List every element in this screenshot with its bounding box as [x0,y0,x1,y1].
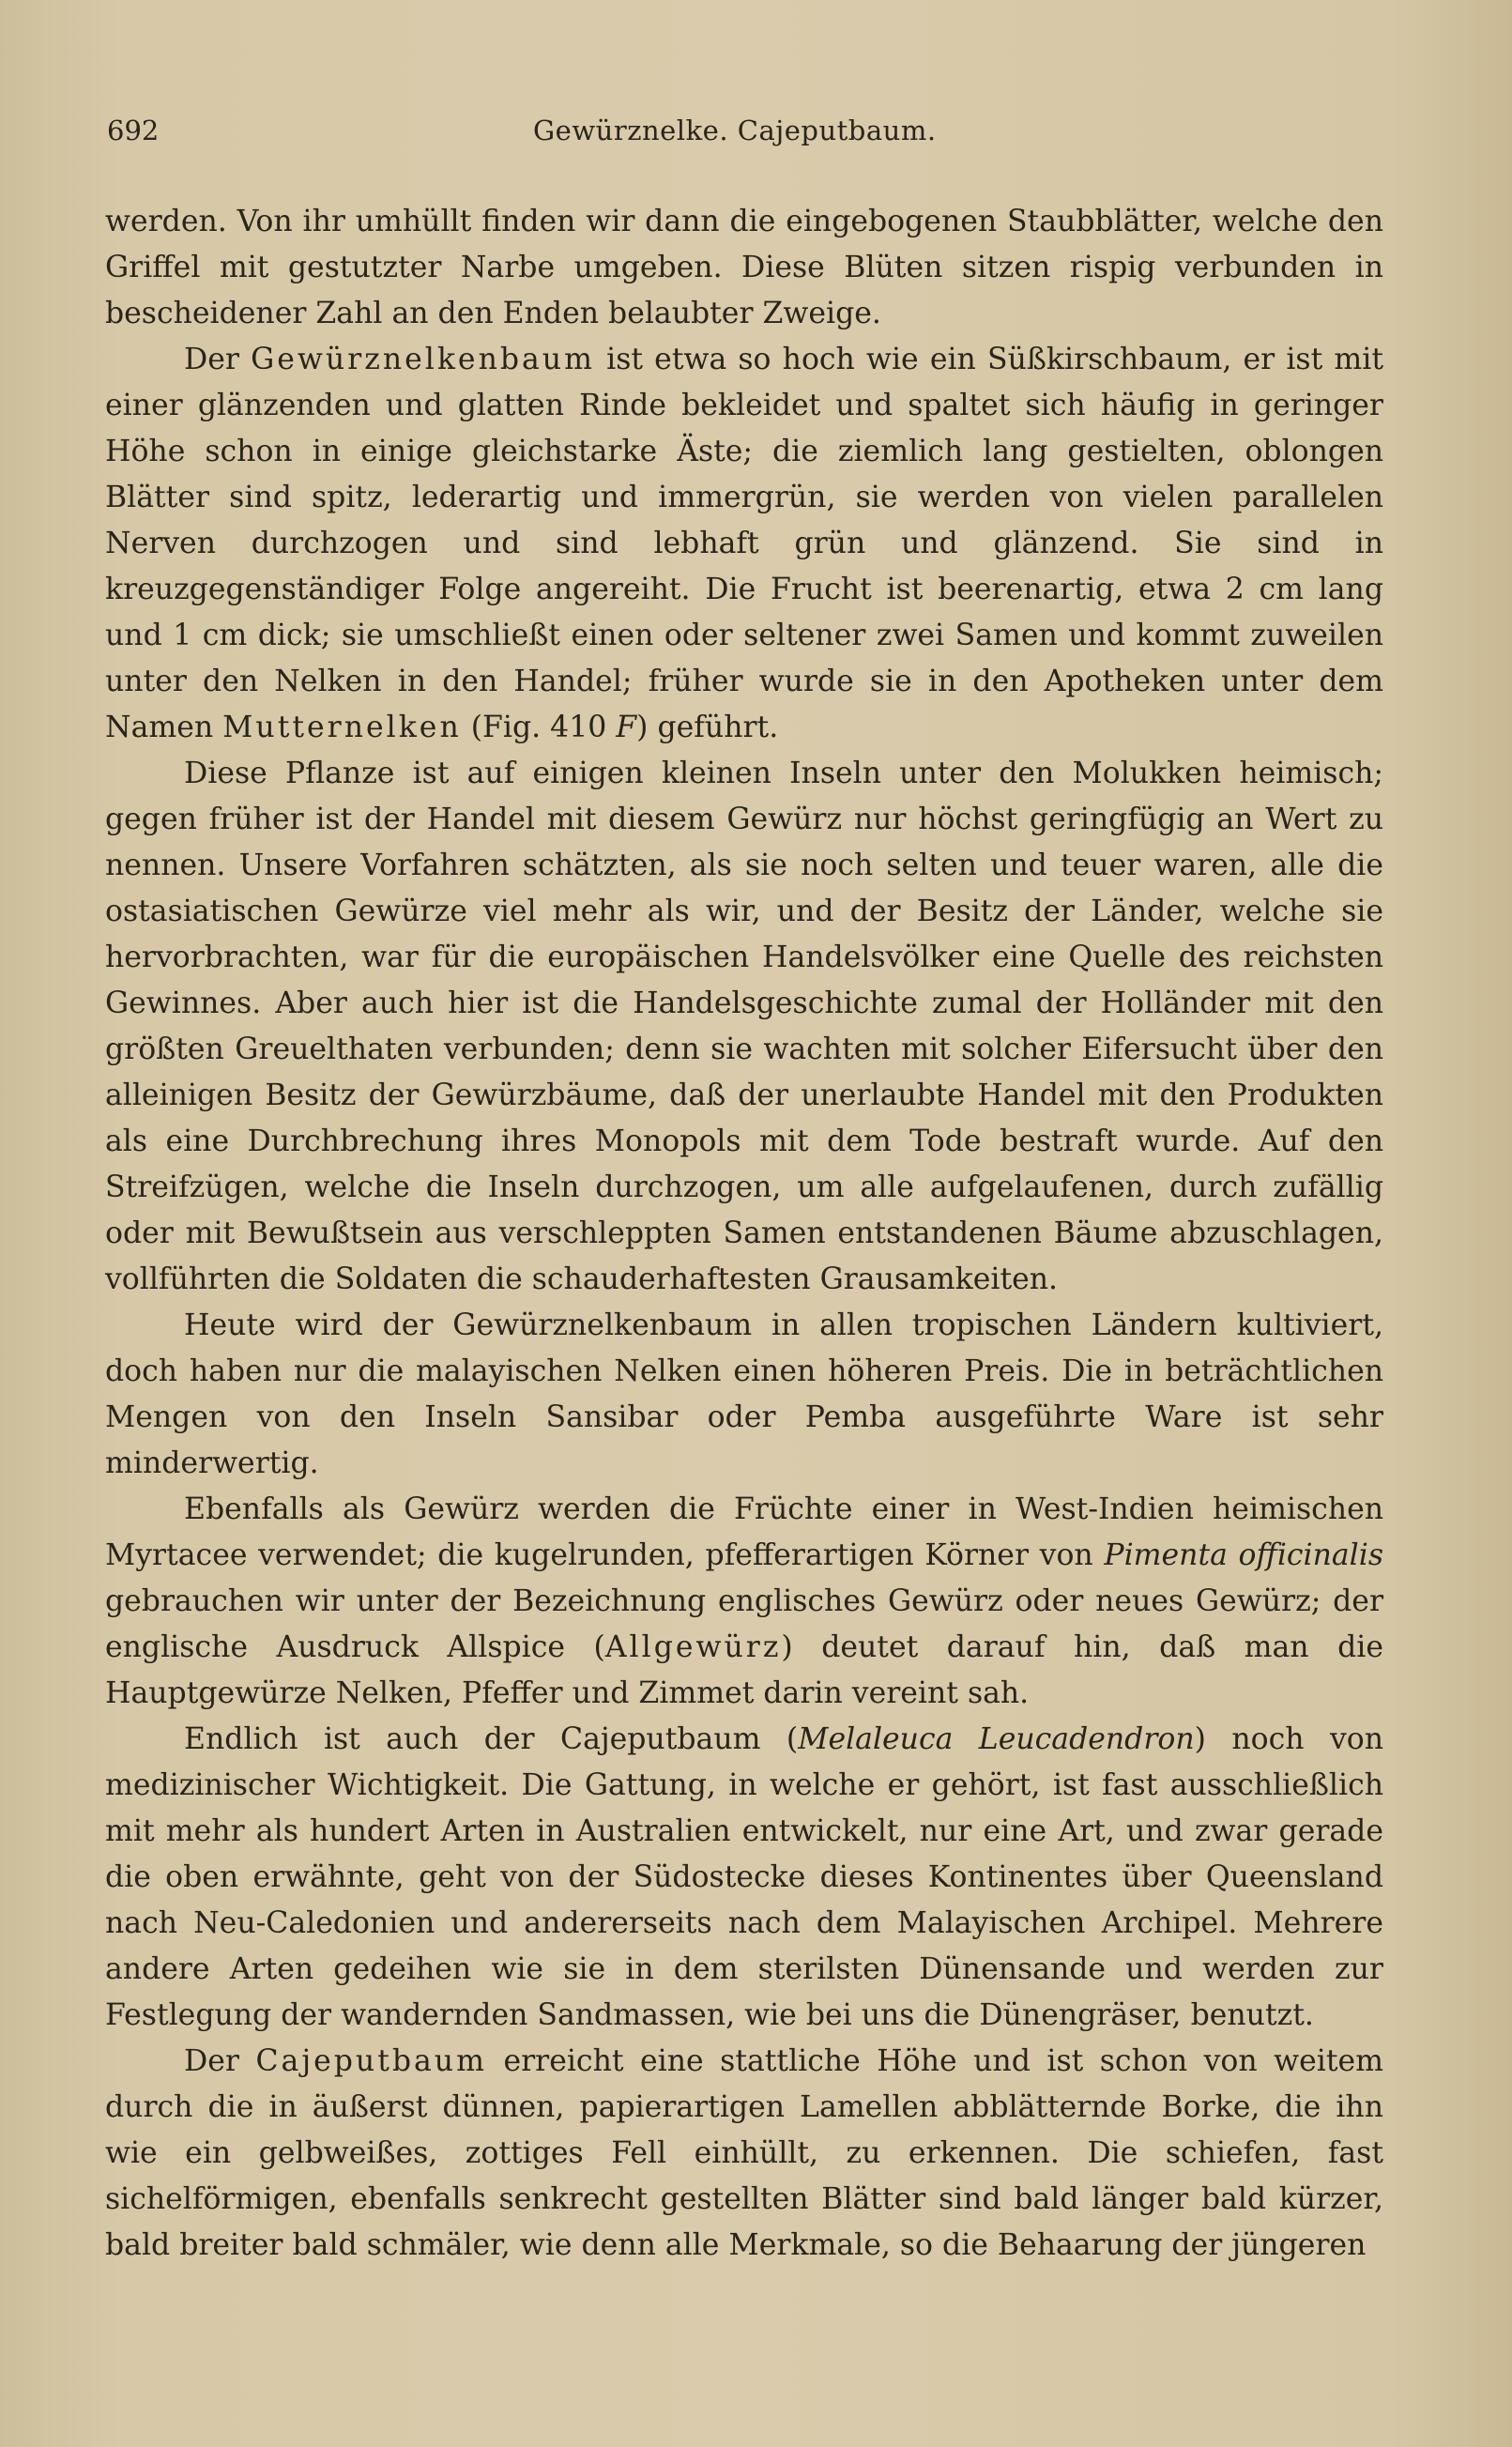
emphasized-term: Gewürznelkenbaum [251,343,595,376]
paragraph [105,199,1383,337]
page-number: 692 [107,115,160,146]
paragraph [105,1487,1383,1717]
body-text [105,199,1383,2269]
paragraph [105,337,1383,751]
paragraph [105,751,1383,1303]
emphasized-term: Mutternelken [222,711,462,744]
latin-term: Melaleuca Leucadendron [798,1722,1195,1756]
latin-term: Pimenta officinalis [1104,1538,1383,1572]
text-run: Endlich ist auch der Cajeputbaum ( [184,1722,799,1756]
latin-term: F [616,711,637,744]
page-header [107,115,1327,161]
text-run: ) geführt. [636,711,779,744]
text-run: gebrauchen wir unter der Bezeichnung englisches Gewürz oder neues Gewürz; der englische Ausdruck Allspice ( [105,1584,1383,1664]
text-run: (Fig. 410 [461,711,617,744]
text-run: ) noch von medizinischer Wichtigkeit. Die Gattung, in welche er gehört, ist fast ausschließlich mit mehr als hundert Arten in Australien entwickelt, nur eine Art, und zwar gerade die oben erwähnte, geht von der Südostecke dieses Kontinentes über Queensland nach Neu-Caledonien und andererseits nach dem Malayischen Archipel. Mehrere andere Arten gedeihen wie sie in dem sterilsten Dünensande und werden zur Festlegung der wandernden Sandmassen, wie bei uns die Dünengräser, benutzt. [105,1722,1384,2032]
running-head: Gewürznelke. Cajeputbaum. [533,115,937,146]
text-run: ) deutet darauf hin, daß man die Hauptgewürze Nelken, Pfeffer und Zimmet darin vereint sah. [105,1630,1383,1710]
emphasized-term: Allgewürz [604,1630,782,1664]
text-run: werden. Von ihr umhüllt finden wir dann die eingebogenen Staubblätter, welche den Griffel mit gestutzter Narbe umgeben. Diese Blüten sitzen rispig verbunden in bescheidener Zahl an den Enden belaubter Zweige. [105,205,1383,330]
emphasized-term: Cajeputbaum [255,2044,487,2078]
text-run: Ebenfalls als Gewürz werden die Früchte einer in West-Indien heimischen Myrtacee verwendet; die kugelrunden, pfefferartigen Körner von [105,1492,1383,1572]
paragraph [105,1303,1383,1487]
text-run: Diese Pflanze ist auf einigen kleinen Inseln unter den Molukken heimisch; gegen früher ist der Handel mit diesem Gewürz nur höchst geringfügig an Wert zu nennen. Unsere Vorfahren schätzten, als sie noch selten und teuer waren, alle die ostasiatischen Gewürze viel mehr als wir, und der Besitz der Länder, welche sie hervorbrachten, war für die europäischen Handelsvölker eine Quelle des reichsten Gewinnes. Aber auch hier ist die Handelsgeschichte zumal der Holländer mit den größten Greuelthaten verbunden; denn sie wachten mit solcher Eifersucht über den alleinigen Besitz der Gewürzbäume, daß der unerlaubte Handel mit den Produkten als eine Durchbrechung ihres Monopols mit dem Tode bestraft wurde. Auf den Streifzügen, welche die Inseln durchzogen, um alle aufgelaufenen, durch zufällig oder mit Bewußtsein aus verschleppten Samen entstandenen Bäume abzuschlagen, vollführten die Soldaten die schauderhaftesten Grausamkeiten. [105,757,1383,1296]
text-run: Der [184,2044,256,2078]
paragraph [105,1717,1383,2039]
text-run: ist etwa so hoch wie ein Süßkirschbaum, er ist mit einer glänzenden und glatten Rinde bekleidet und spaltet sich häufig in geringer Höhe schon in einige gleichstarke Äste; die ziemlich lang gestielten, oblongen Blätter sind spitz, lederartig und immergrün, sie werden von vielen parallelen Nerven durchzogen und sind lebhaft grün und glänzend. Sie sind in kreuzgegenständiger Folge angereiht. Die Frucht ist beerenartig, etwa 2 cm lang und 1 cm dick; sie umschließt einen oder seltener zwei Samen und kommt zuweilen unter den Nelken in den Handel; früher wurde sie in den Apotheken unter dem Namen [105,343,1384,744]
text-run: Der [184,343,252,376]
text-run: erreicht eine stattliche Höhe und ist schon von weitem durch die in äußerst dünnen, papierartigen Lamellen abblätternde Borke, die ihn wie ein gelbweißes, zottiges Fell einhüllt, zu erkennen. Die schiefen, fast sichelförmigen, ebenfalls senkrecht gestellten Blätter sind bald länger bald kürzer, bald breiter bald schmäler, wie denn alle Merkmale, so die Behaarung der jüngeren [105,2044,1383,2262]
paragraph [105,2039,1383,2269]
text-run: Heute wird der Gewürznelkenbaum in allen tropischen Ländern kultiviert, doch haben nur die malayischen Nelken einen höheren Preis. Die in beträchtlichen Mengen von den Inseln Sansibar oder Pemba ausgeführte Ware ist sehr minderwertig. [105,1308,1383,1480]
